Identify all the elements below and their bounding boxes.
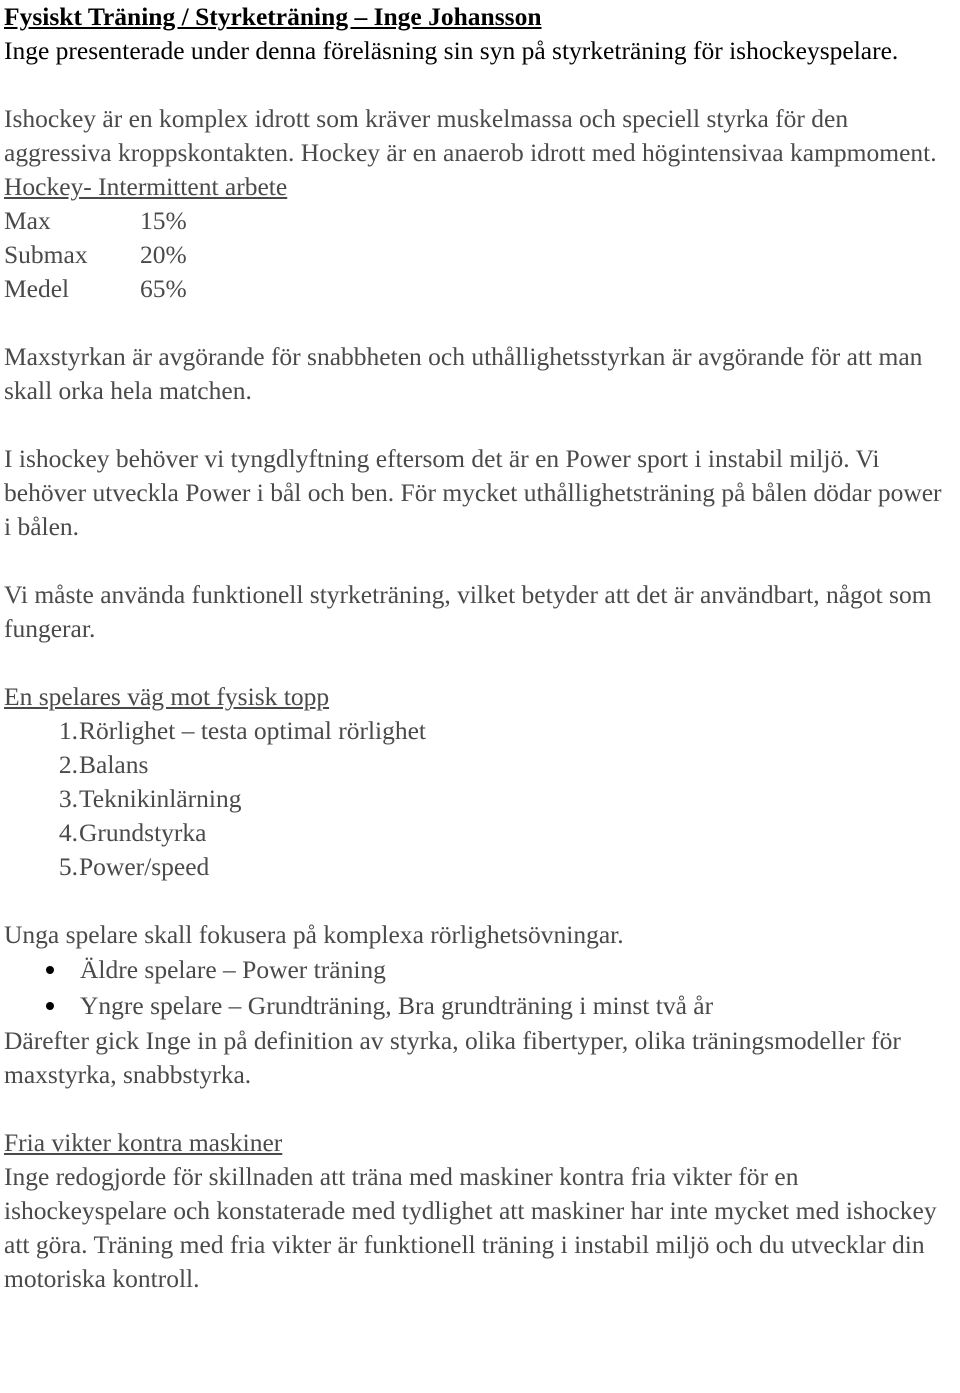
stat-label: Medel bbox=[4, 274, 70, 303]
path-heading: En spelares väg mot fysisk topp bbox=[4, 682, 330, 711]
list-number: 3. bbox=[58, 784, 78, 813]
list-text: Balans bbox=[79, 750, 149, 779]
bullet-icon bbox=[46, 1002, 54, 1010]
weights-heading: Fria vikter kontra maskiner bbox=[4, 1128, 283, 1157]
path-section bbox=[4, 680, 954, 884]
list-text: Rörlighet – testa optimal rörlighet bbox=[79, 716, 427, 745]
stat-label: Max bbox=[4, 206, 51, 235]
hockey-paragraph: Ishockey är en komplex idrott som kräver muskelmassa och speciell styrka för den aggressiva kroppskontakten. Hockey är en anaerob idrott med högintensivaa kampmoment. bbox=[4, 104, 937, 167]
list-item bbox=[4, 988, 954, 1024]
stat-value: 15% bbox=[140, 206, 187, 235]
stat-row-max bbox=[4, 204, 954, 238]
list-number: 1. bbox=[58, 716, 78, 745]
young-players-lead: Unga spelare skall fokusera på komplexa rörlighetsövningar. bbox=[4, 920, 624, 949]
intermittent-heading: Hockey- Intermittent arbete bbox=[4, 172, 288, 201]
stat-row-medel bbox=[4, 272, 954, 306]
list-item bbox=[4, 782, 954, 816]
weights-section bbox=[4, 1126, 954, 1296]
list-text: Grundstyrka bbox=[79, 818, 207, 847]
spacer bbox=[4, 408, 954, 442]
spacer bbox=[4, 884, 954, 918]
list-text: Äldre spelare – Power träning bbox=[80, 955, 386, 984]
spacer bbox=[4, 306, 954, 340]
spacer bbox=[4, 646, 954, 680]
spacer bbox=[4, 1092, 954, 1126]
definition-paragraph: Därefter gick Inge in på definition av styrka, olika fibertyper, olika träningsmodeller för maxstyrka, snabbstyrka. bbox=[4, 1026, 901, 1089]
tyngdlyftning-paragraph: I ishockey behöver vi tyngdlyftning eftersom det är en Power sport i instabil miljö. Vi behöver utveckla Power i bål och ben. För mycket uthållighetsträning på bålen dödar power i bålen. bbox=[4, 444, 942, 541]
list-text: Teknikinlärning bbox=[79, 784, 242, 813]
intro-paragraph: Inge presenterade under denna föreläsning sin syn på styrketräning för ishockeyspelare. bbox=[4, 36, 899, 65]
stat-label: Submax bbox=[4, 240, 88, 269]
list-number: 5. bbox=[58, 852, 78, 881]
stat-value: 65% bbox=[140, 274, 187, 303]
steps-list bbox=[4, 714, 954, 884]
list-item bbox=[4, 816, 954, 850]
young-players-section bbox=[4, 918, 954, 1092]
stat-row-submax bbox=[4, 238, 954, 272]
list-item bbox=[4, 714, 954, 748]
spacer bbox=[4, 68, 954, 102]
document-page bbox=[4, 0, 954, 1296]
list-item bbox=[4, 748, 954, 782]
list-item bbox=[4, 952, 954, 988]
stat-value: 20% bbox=[140, 240, 187, 269]
document-title: Fysiskt Träning / Styrketräning – Inge Johansson bbox=[4, 2, 542, 31]
bullet-list bbox=[4, 952, 954, 1024]
list-text: Power/speed bbox=[79, 852, 210, 881]
spacer bbox=[4, 544, 954, 578]
list-text: Yngre spelare – Grundträning, Bra grundträning i minst två år bbox=[80, 991, 714, 1020]
list-item bbox=[4, 850, 954, 884]
list-number: 2. bbox=[58, 750, 78, 779]
maxstyrka-paragraph: Maxstyrkan är avgörande för snabbheten och uthållighetsstyrkan är avgörande för att man skall orka hela matchen. bbox=[4, 342, 923, 405]
list-number: 4. bbox=[58, 818, 78, 847]
funktionell-paragraph: Vi måste använda funktionell styrketräning, vilket betyder att det är användbart, något som fungerar. bbox=[4, 580, 932, 643]
weights-paragraph: Inge redogjorde för skillnaden att träna med maskiner kontra fria vikter för en ishockeyspelare och konstaterade med tydlighet att maskiner har inte mycket med ishockey att göra. Träning med fria vikter är funktionell träning i instabil miljö och du utvecklar din motoriska kontroll. bbox=[4, 1162, 937, 1293]
intermittent-section bbox=[4, 170, 954, 306]
bullet-icon bbox=[46, 966, 54, 974]
